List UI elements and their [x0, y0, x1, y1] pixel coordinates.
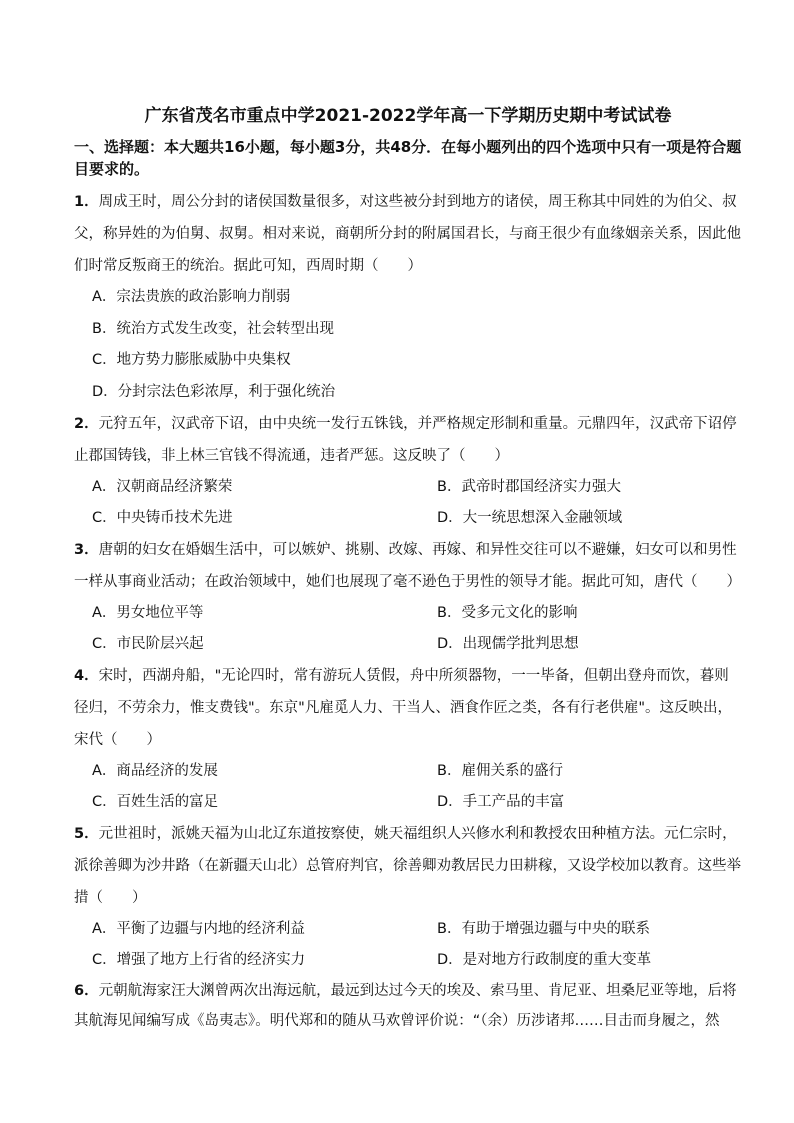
question-text: 元狩五年，汉武帝下诏，由中央统一发行五铢钱，并严格规定形制和重量。元鼎四年，汉武帝下诏停止郡国铸钱，非上林三官钱不得流通，违者严惩。这反映了（ ）: [74, 416, 737, 464]
option-a[interactable]: A．商品经济的发展: [92, 763, 218, 779]
option-c[interactable]: C．中央铸币技术先进: [92, 510, 233, 526]
options-row: [74, 472, 742, 503]
options-row: [74, 503, 742, 534]
question-2: [74, 408, 742, 534]
options-row: [74, 598, 742, 629]
question-stem: [74, 660, 742, 756]
section-heading: 一、选择题：本大题共16小题，每小题3分，共48分．在每小题列出的四个选项中只有一项是符合题目要求的。: [74, 138, 742, 178]
question-5: [74, 818, 742, 976]
question-6: [74, 976, 742, 1036]
question-number: 1．: [74, 194, 99, 210]
option-d[interactable]: D．是对地方行政制度的重大变革: [437, 952, 652, 968]
options-row: [74, 787, 742, 818]
option-a[interactable]: A．宗法贵族的政治影响力削弱: [92, 289, 291, 305]
option-d[interactable]: D．出现儒学批判思想: [437, 636, 579, 652]
option-b[interactable]: B．统治方式发生改变，社会转型出现: [92, 320, 334, 337]
question-3: [74, 534, 742, 660]
question-stem: [74, 534, 742, 598]
question-number: 4．: [74, 668, 99, 684]
option-c[interactable]: C．地方势力膨胀威胁中央集权: [92, 352, 291, 368]
options-row: [74, 945, 742, 976]
option-d[interactable]: D．手工产品的丰富: [437, 794, 565, 810]
option-b[interactable]: B．有助于增强边疆与中央的联系: [437, 921, 650, 937]
option-b[interactable]: B．武帝时郡国经济实力强大: [437, 479, 621, 495]
question-stem: [74, 976, 742, 1036]
option-d[interactable]: D．分封宗法色彩浓厚，利于强化统治: [92, 383, 336, 400]
option-c[interactable]: C．百姓生活的富足: [92, 794, 219, 810]
question-1: [74, 186, 742, 408]
question-stem: [74, 818, 742, 914]
options-row: [74, 914, 742, 945]
question-text: 唐朝的妇女在婚姻生活中，可以嫉妒、挑剔、改嫁、再嫁、和异性交往可以不避嫌，妇女可以和男性一样从事商业活动；在政治领域中，她们也展现了毫不逊色于男性的领导才能。据此可知，唐代（ ）: [74, 542, 741, 590]
question-text: 宋时，西湖舟船，"无论四时，常有游玩人赁假，舟中所须器物，一一毕备，但朝出登舟而饮，暮则径归，不劳余力，惟支费钱"。东京"凡雇觅人力、干当人、酒食作匠之类，各有行老供雇"。这反映出，宋代（ ）: [74, 668, 733, 748]
exam-title: 广东省茂名市重点中学2021-2022学年高一下学期历史期中考试试卷: [144, 106, 672, 126]
question-number: 6．: [74, 983, 99, 999]
question-4: [74, 660, 742, 818]
option-a[interactable]: A．男女地位平等: [92, 605, 204, 621]
question-text: 元世祖时，派姚天福为山北辽东道按察使，姚天福组织人兴修水利和教授农田种植方法。元仁宗时，派徐善卿为沙井路（在新疆天山北）总管府判官，徐善卿劝教居民力田耕稼，又设学校加以教育。这些举措（ ）: [74, 826, 741, 906]
question-text: 元朝航海家汪大渊曾两次出海远航，最远到达过今天的埃及、索马里、肯尼亚、坦桑尼亚等地，后将其航海见闻编写成《岛夷志》。明代郑和的随从马欢曾评价说：“（余）历涉诸邦……目击而身履之，然: [74, 983, 737, 1029]
option-a[interactable]: A．平衡了边疆与内地的经济利益: [92, 921, 305, 937]
option-c[interactable]: C．增强了地方上行省的经济实力: [92, 952, 306, 968]
question-stem: [74, 408, 742, 472]
option-b[interactable]: B．雇佣关系的盛行: [437, 763, 563, 779]
option-c[interactable]: C．市民阶层兴起: [92, 636, 204, 652]
options-row: [74, 629, 742, 660]
question-number: 3．: [74, 542, 99, 558]
question-text: 周成王时，周公分封的诸侯国数量很多，对这些被分封到地方的诸侯，周王称其中同姓的为伯父、叔父，称异姓的为伯舅、叔舅。相对来说，商朝所分封的附属国君长，与商王很少有血缘姻亲关系，因此他们时常反叛商王的统治。据此可知，西周时期（ ）: [74, 194, 741, 274]
question-number: 5．: [74, 826, 99, 842]
question-number: 2．: [74, 416, 99, 432]
option-b[interactable]: B．受多元文化的影响: [437, 605, 578, 621]
option-a[interactable]: A．汉朝商品经济繁荣: [92, 479, 233, 495]
options-row: [74, 756, 742, 787]
option-d[interactable]: D．大一统思想深入金融领域: [437, 510, 623, 526]
question-stem: [74, 186, 742, 282]
